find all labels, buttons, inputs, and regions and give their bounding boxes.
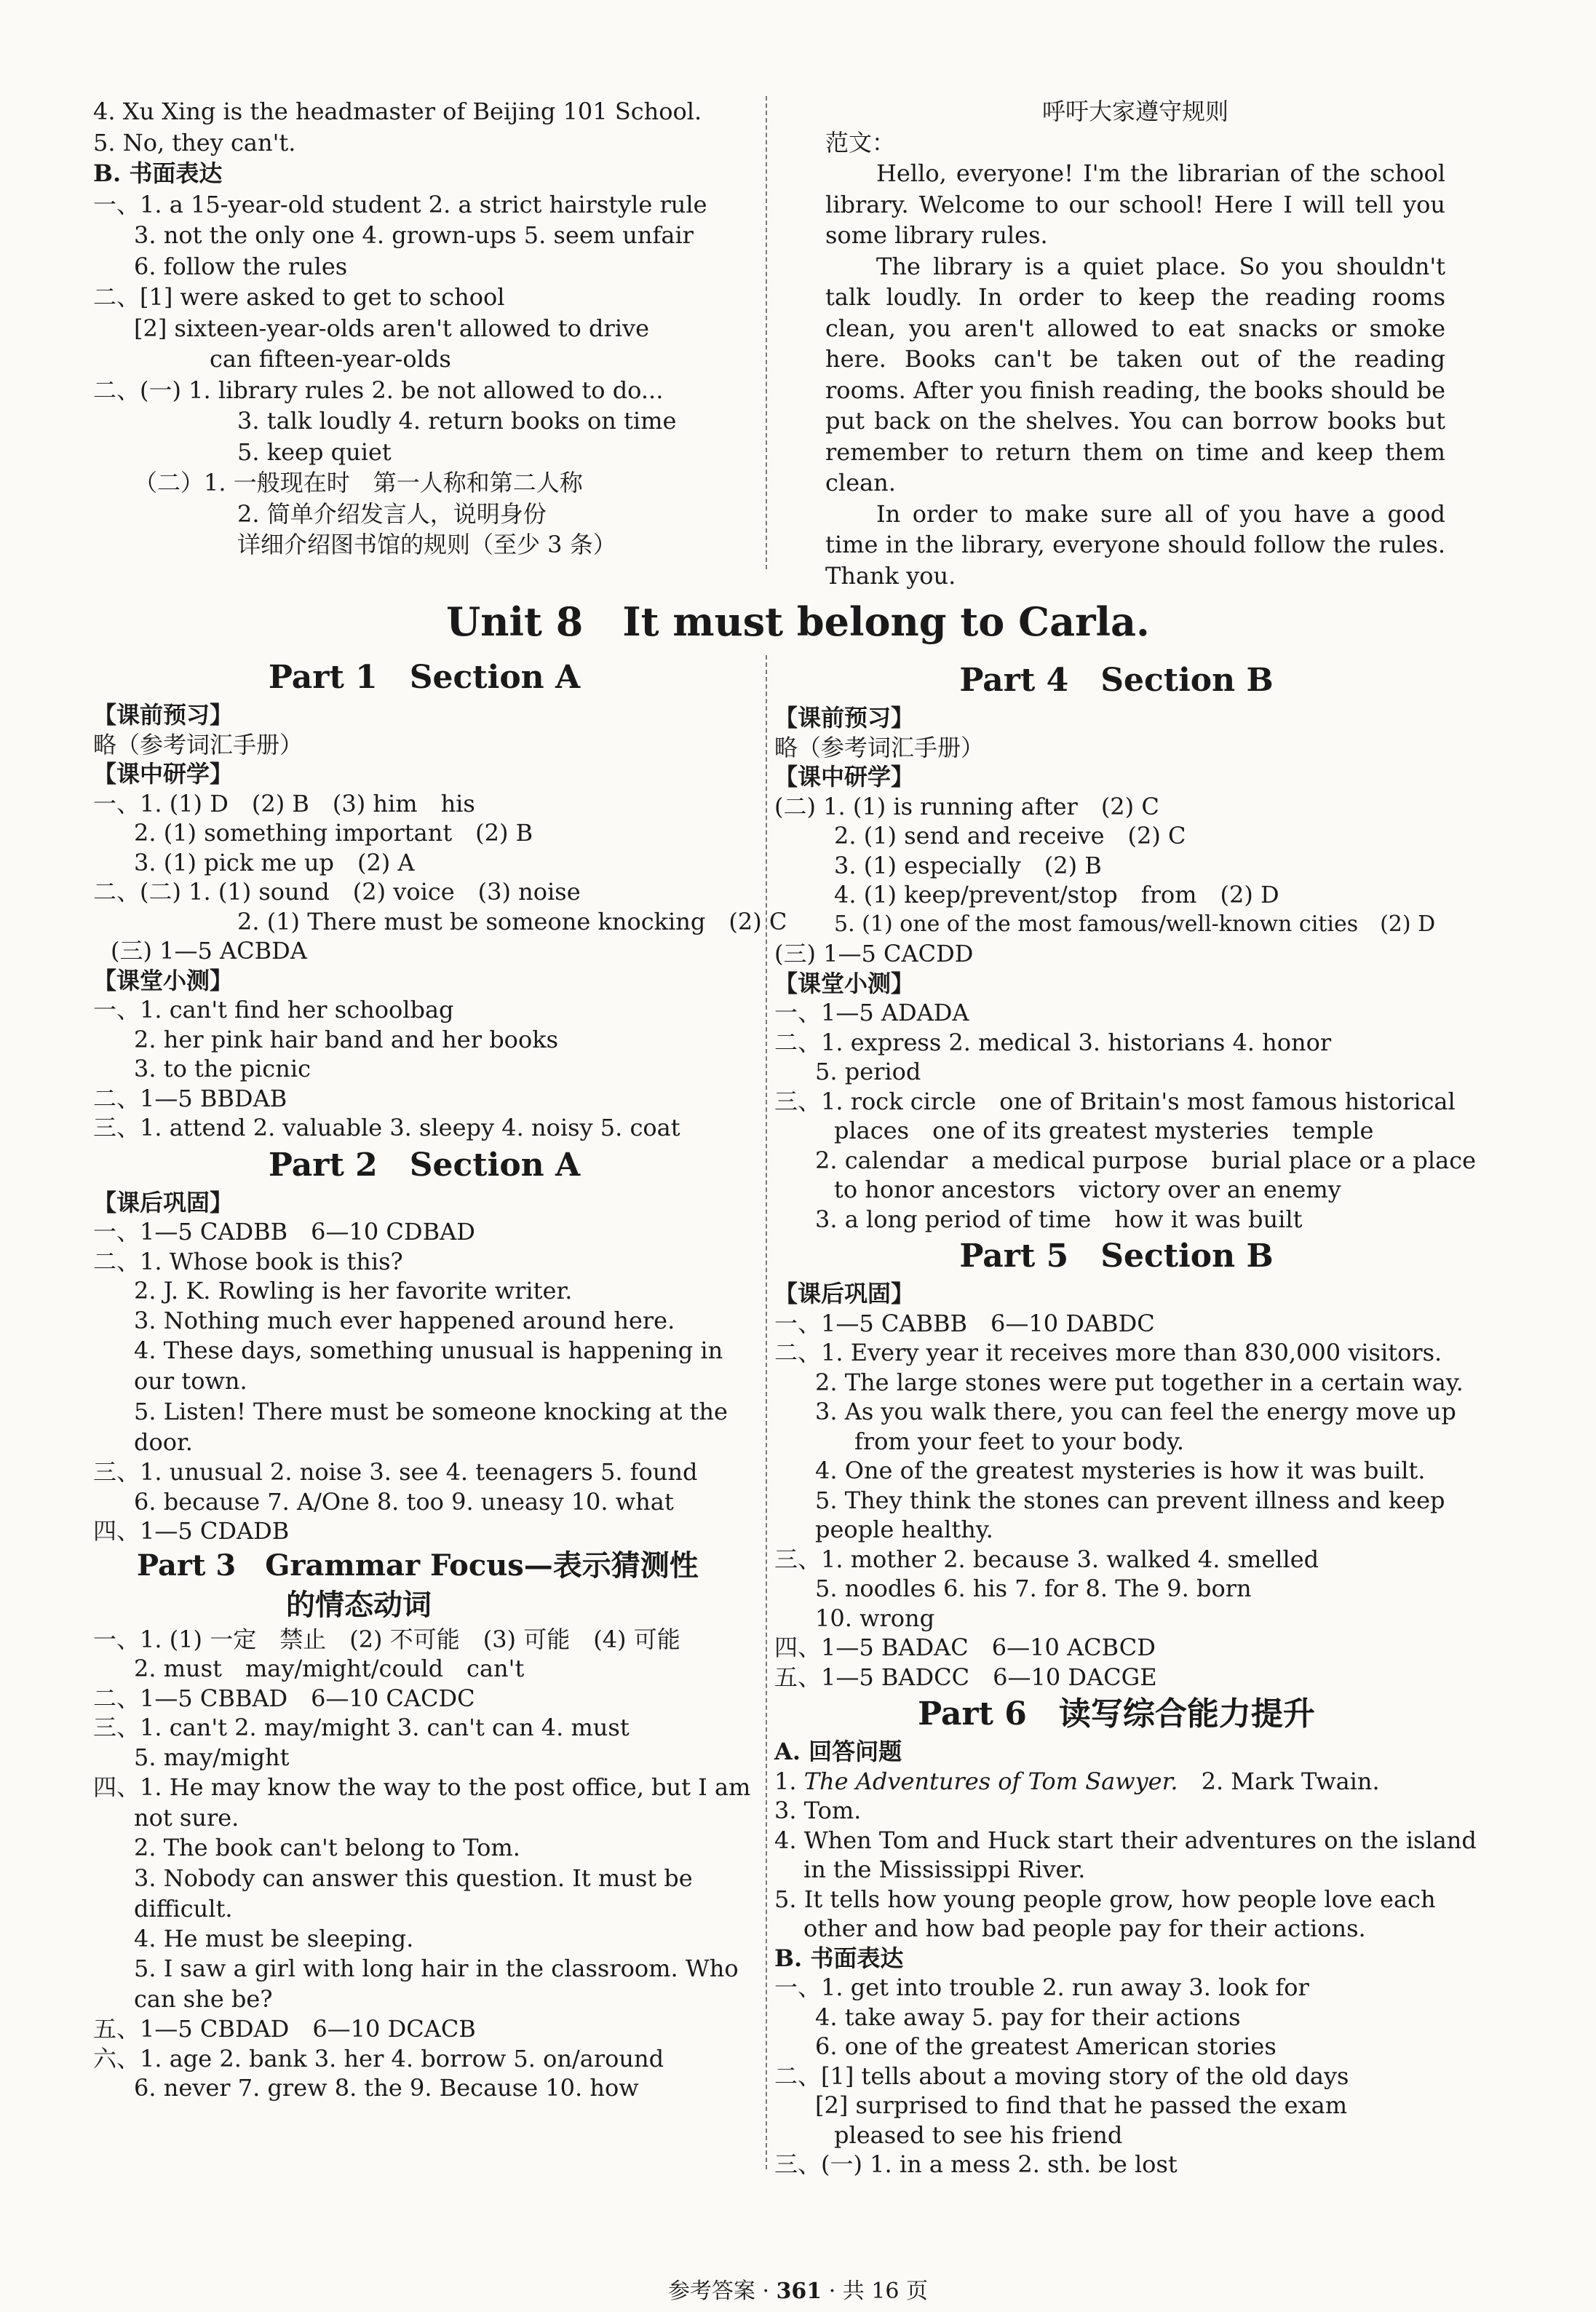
top-left-column bbox=[93, 96, 763, 561]
column-divider bbox=[766, 655, 767, 2169]
answer-line: 3. Tom. bbox=[774, 1797, 862, 1824]
answer-line: 10. wrong bbox=[815, 1604, 935, 1632]
answer-line: 四、1. He may know the way to the post office, but I am not sure. bbox=[93, 1773, 751, 1832]
answer-line: 详细介绍图书馆的规则（至少 3 条） bbox=[237, 531, 616, 558]
book-title: The Adventures of Tom Sawyer. bbox=[803, 1767, 1178, 1795]
answer-text: 2. Mark Twain. bbox=[1201, 1767, 1380, 1795]
answer-line: to honor ancestors victory over an enemy bbox=[834, 1176, 1341, 1203]
answer-line: 一、1. (1) 一定 禁止 (2) 不可能 (3) 可能 (4) 可能 bbox=[93, 1625, 680, 1653]
subsection-heading: 【课中研学】 bbox=[774, 763, 915, 791]
answer-line: 2. (1) There must be someone knocking (2) C bbox=[237, 907, 787, 935]
answer-line: 二、(一) 1. library rules 2. be not allowed to do... bbox=[93, 376, 664, 404]
answer-line: (三) 1—5 ACBDA bbox=[111, 937, 307, 965]
answer-line: 5. period bbox=[815, 1058, 921, 1085]
answer-line: 二、1—5 CBBAD 6—10 CACDC bbox=[93, 1684, 475, 1712]
answer-line: from your feet to your body. bbox=[854, 1427, 1185, 1455]
answer-line: 5. may/might bbox=[134, 1743, 290, 1771]
answer-line: 三、1. rock circle one of Britain's most famous historical bbox=[774, 1087, 1456, 1115]
answer-line: 四、1—5 CDADB bbox=[93, 1517, 290, 1545]
answer-line: 一、1. a 15-year-old student 2. a strict hairstyle rule bbox=[93, 190, 707, 218]
answer-line: [2] sixteen-year-olds aren't allowed to drive bbox=[134, 314, 650, 342]
subsection-heading: 【课前预习】 bbox=[93, 701, 234, 729]
answer-line: 4. These days, something unusual is happening in our town. bbox=[134, 1337, 723, 1395]
answer-line: 一、1. (1) D (2) B (3) him his bbox=[93, 789, 475, 817]
answer-line: 二、1. Whose book is this? bbox=[93, 1247, 403, 1275]
answer-line: 2. The book can't belong to Tom. bbox=[134, 1834, 520, 1861]
answer-line: 3. As you walk there, you can feel the energy move up bbox=[815, 1398, 1456, 1425]
answer-line: places one of its greatest mysteries temple bbox=[834, 1117, 1374, 1144]
subsection-heading: 【课中研学】 bbox=[93, 760, 234, 788]
answer-line: 三、1. unusual 2. noise 3. see 4. teenagers 5. found bbox=[93, 1458, 698, 1486]
answer-line: 5. Listen! There must be someone knocking at the door. bbox=[134, 1398, 728, 1456]
subsection-heading: 【课堂小测】 bbox=[774, 969, 915, 997]
answer-line: [2] surprised to find that he passed the exam bbox=[815, 2091, 1348, 2119]
answer-line: 6. never 7. grew 8. the 9. Because 10. how bbox=[134, 2074, 639, 2102]
answer-line: 五、1—5 CBDAD 6—10 DCACB bbox=[93, 2015, 476, 2043]
answer-line: 6. follow the rules bbox=[134, 252, 348, 280]
answer-line: 3. talk loudly 4. return books on time bbox=[237, 407, 677, 435]
answer-line: 3. (1) pick me up (2) A bbox=[134, 848, 415, 876]
essay-title: 呼吁大家遵守规则 bbox=[1041, 98, 1228, 125]
answer-line: 一、1. can't find her schoolbag bbox=[93, 996, 454, 1024]
subsection-heading: 【课堂小测】 bbox=[93, 966, 234, 994]
answer-line: 4. take away 5. pay for their actions bbox=[815, 2003, 1241, 2031]
part-heading: Part 4 Section B bbox=[959, 662, 1274, 699]
answer-line: 4. He must be sleeping. bbox=[134, 1924, 414, 1952]
answer-line: 5. keep quiet bbox=[237, 438, 392, 466]
essay-paragraph: In order to make sure all of you have a good time in the library, everyone should follow the rules. Thank you. bbox=[825, 499, 1445, 590]
answer-line: 六、1. age 2. bank 3. her 4. borrow 5. on/around bbox=[93, 2044, 664, 2073]
answer-line: (二) 1. (1) is running after (2) C bbox=[774, 792, 1159, 820]
page-footer bbox=[0, 2273, 1596, 2305]
answer-line: 2. must may/might/could can't bbox=[134, 1655, 525, 1682]
answer-line: 三、1. attend 2. valuable 3. sleepy 4. noisy 5. coat bbox=[93, 1114, 680, 1141]
part-heading: Part 5 Section B bbox=[959, 1238, 1274, 1275]
answer-line: 2. The large stones were put together in a certain way. bbox=[815, 1368, 1464, 1396]
answer-line: 1. The Adventures of Tom Sawyer. 2. Mark Twain. bbox=[774, 1767, 1380, 1795]
answer-line: 3. Nobody can answer this question. It must be difficult. bbox=[134, 1864, 693, 1923]
answer-line: 二、[1] were asked to get to school bbox=[93, 283, 505, 311]
answer-line: 5. (1) one of the most famous/well-known cities (2) D bbox=[834, 911, 1436, 937]
answer-line: 2. (1) something important (2) B bbox=[134, 819, 533, 847]
answer-line: 二、1. Every year it receives more than 830,000 visitors. bbox=[774, 1339, 1442, 1366]
part-heading: Part 2 Section A bbox=[268, 1146, 581, 1184]
model-essay bbox=[825, 96, 1445, 591]
column-divider bbox=[766, 96, 767, 569]
essay-label: 范文： bbox=[825, 128, 896, 157]
answer-line: 5. noodles 6. his 7. for 8. The 9. born bbox=[815, 1575, 1252, 1602]
answer-line: 三、(一) 1. in a mess 2. sth. be lost bbox=[774, 2150, 1178, 2178]
footer-label: 参考答案 · bbox=[667, 2279, 770, 2304]
answer-line: other and how bad people pay for their actions. bbox=[803, 1915, 1366, 1942]
answer-line: 二、[1] tells about a moving story of the old days bbox=[774, 2062, 1349, 2090]
essay-paragraph: Hello, everyone! I'm the librarian of the school library. Welcome to our school! Here I will tell you some library rules. bbox=[825, 159, 1445, 249]
answer-line: 4. Xu Xing is the headmaster of Beijing 101 School. bbox=[93, 98, 702, 125]
part-heading: 的情态动词 bbox=[286, 1587, 432, 1622]
answer-line: people healthy. bbox=[815, 1516, 993, 1543]
answer-line: 5. They think the stones can prevent illness and keep bbox=[815, 1486, 1445, 1514]
answer-line: 二、(二) 1. (1) sound (2) voice (3) noise bbox=[93, 878, 581, 906]
answer-line: （二）1. 一般现在时 第一人称和第二人称 bbox=[134, 469, 583, 496]
answer-line: 3. a long period of time how it was built bbox=[815, 1205, 1303, 1233]
answer-line: 2. (1) send and receive (2) C bbox=[834, 822, 1186, 850]
answer-line: 3. (1) especially (2) B bbox=[834, 851, 1102, 879]
answer-line: 5. No, they can't. bbox=[93, 128, 296, 157]
answer-line: 三、1. mother 2. because 3. walked 4. smelled bbox=[774, 1545, 1319, 1573]
lower-right-column bbox=[774, 658, 1477, 2180]
part-heading: Part 1 Section A bbox=[268, 659, 581, 696]
answer-line: 3. Nothing much ever happened around here. bbox=[134, 1306, 675, 1334]
page-number: 361 bbox=[776, 2279, 822, 2304]
answer-line: 2. 简单介绍发言人，说明身份 bbox=[237, 499, 547, 528]
answer-line: 2. J. K. Rowling is her favorite writer. bbox=[134, 1277, 573, 1305]
answer-line: (三) 1—5 CACDD bbox=[774, 940, 974, 967]
answer-line: 一、1—5 ADADA bbox=[774, 999, 969, 1026]
answer-line: in the Mississippi River. bbox=[803, 1856, 1086, 1883]
subsection-heading: 【课前预习】 bbox=[774, 704, 915, 732]
answer-line: 4. When Tom and Huck start their adventures on the island bbox=[774, 1826, 1477, 1854]
answer-line: 三、1. can't 2. may/might 3. can't can 4. must bbox=[93, 1714, 630, 1741]
answer-line: 6. because 7. A/One 8. too 9. uneasy 10. what bbox=[134, 1487, 674, 1516]
answer-line: 3. to the picnic bbox=[134, 1055, 311, 1082]
answer-line: 一、1—5 CADBB 6—10 CDBAD bbox=[93, 1218, 475, 1246]
answer-line: 2. her pink hair band and her books bbox=[134, 1025, 559, 1053]
unit-title: Unit 8 It must belong to Carla. bbox=[446, 598, 1150, 645]
subsection-heading: 【课后巩固】 bbox=[774, 1280, 915, 1307]
answer-line: 3. not the only one 4. grown-ups 5. seem unfair bbox=[134, 221, 694, 249]
answer-line: pleased to see his friend bbox=[834, 2121, 1123, 2149]
answer-line: can fifteen-year-olds bbox=[210, 345, 451, 373]
answer-line: 二、1. express 2. medical 3. historians 4. honor bbox=[774, 1028, 1332, 1056]
lower-left-column bbox=[93, 655, 787, 2103]
part-heading: Part 3 Grammar Focus—表示猜测性 bbox=[137, 1548, 699, 1583]
answer-line: 5. It tells how young people grow, how people love each bbox=[774, 1885, 1436, 1913]
answer-line: 4. One of the greatest mysteries is how it was built. bbox=[815, 1457, 1426, 1484]
answer-line: 4. (1) keep/prevent/stop from (2) D bbox=[834, 881, 1279, 908]
page-total: · 共 16 页 bbox=[828, 2279, 929, 2304]
answer-line: 五、1—5 BADCC 6—10 DACGE bbox=[774, 1663, 1157, 1691]
section-heading: B. 书面表达 bbox=[93, 159, 223, 187]
subsection-heading: A. 回答问题 bbox=[774, 1738, 902, 1765]
subsection-heading: B. 书面表达 bbox=[774, 1944, 904, 1972]
answer-line: 略（参考词汇手册） bbox=[774, 733, 985, 761]
answer-line: 一、1. get into trouble 2. run away 3. look for bbox=[774, 1973, 1309, 2001]
answer-line: 略（参考词汇手册） bbox=[93, 730, 303, 759]
answer-line: 5. I saw a girl with long hair in the classroom. Who can she be? bbox=[134, 1955, 739, 2013]
answer-line: 四、1—5 BADAC 6—10 ACBCD bbox=[774, 1634, 1156, 1661]
answer-line: 2. calendar a medical purpose burial place or a place bbox=[815, 1146, 1477, 1174]
answer-line: 一、1—5 CABBB 6—10 DABDC bbox=[774, 1309, 1155, 1337]
answer-line: 二、1—5 BBDAB bbox=[93, 1084, 287, 1112]
subsection-heading: 【课后巩固】 bbox=[93, 1188, 234, 1216]
answer-line: 6. one of the greatest American stories bbox=[815, 2032, 1277, 2060]
part-heading: Part 6 读写综合能力提升 bbox=[918, 1695, 1315, 1733]
essay-paragraph: The library is a quiet place. So you shouldn't talk loudly. In order to keep the reading rooms clean, you aren't allowed to eat snacks or smoke here. Books can't be taken out of the reading rooms. After you finish reading, the books should be put back on the shelves. You can borrow books but remember to return them on time and keep them clean. bbox=[825, 252, 1445, 496]
